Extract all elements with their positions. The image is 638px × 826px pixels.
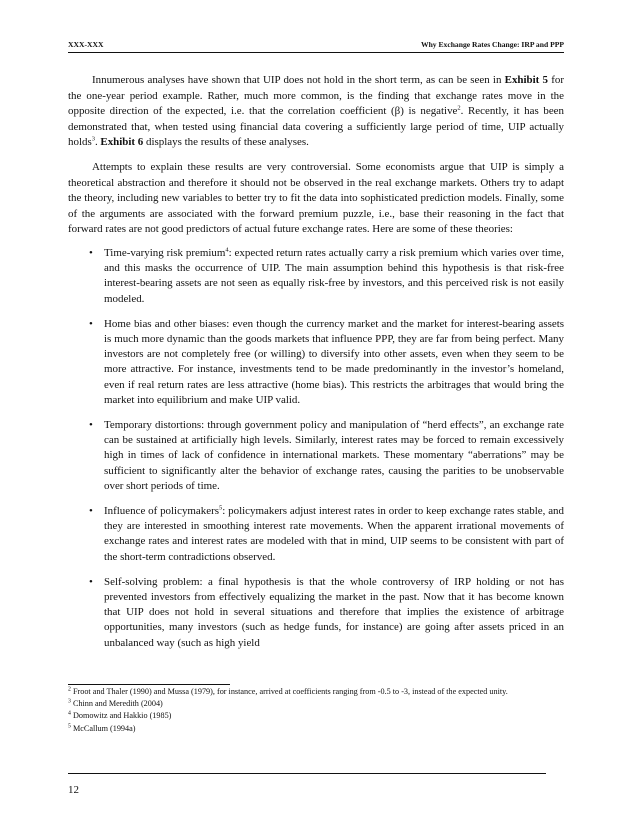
bullet-icon: • <box>89 418 93 431</box>
bullet-icon: • <box>89 575 93 588</box>
paragraph-theories-intro: Attempts to explain these results are very controversial. Some economists argue that UIP is simply a theoretical abstraction and therefore it should not be observed in the real exchange markets. Others try to adapt the theory, including new variables to better try to fit the data into sophisticated prediction models. Finally, some of the arguments are associated with the forward premium puzzle, i.e., base their reasoning in the fact that forward rates are not good predictors of actual future exchange rates. Here are some of these theories: <box>68 160 564 236</box>
running-header <box>68 36 564 52</box>
page-number: 12 <box>68 784 79 796</box>
bullet-icon: • <box>89 504 93 517</box>
footnote-ref-2: 2 <box>457 104 461 112</box>
footnote-rule <box>68 684 230 685</box>
footnote-ref-3: 3 <box>91 135 95 143</box>
footnote-2: $^2$ Froot and Thaler (1990) and Mussa (1979), for instance, arrived at coefficients ranging from -0.5 to -3, instead of the expected unity. <box>68 686 508 696</box>
footnote-3: $^3$ Chinn and Meredith (2004) <box>68 698 163 709</box>
theories-list <box>68 246 564 651</box>
bullet-icon: • <box>89 317 93 330</box>
list-item: • Influence of policymakers$^5$: policymakers adjust interest rates in order to keep exchange rates stable, and they are interested in smoothing interest rate movements. When the apparent irrational movements of exchange rates and interest rates are modeled with that in mind, UIP seems to be consistent with part of the short-term contradictions observed. <box>89 504 564 563</box>
header-rule <box>68 52 564 53</box>
footer-rule <box>68 773 546 774</box>
footnote-ref-4: 4 <box>225 246 229 254</box>
list-item: • Time-varying risk premium$^4$: expected return rates actually carry a risk premium which varies over time, and this masks the occurrence of UIP. The main assumption behind this hypothesis is that risk-free interest-bearing assets are not seen as equally risk-free by investors, and this perceived risk is not easily modeled. <box>89 246 564 305</box>
footnote-4: $^4$ Domowitz and Hakkio (1985) <box>68 710 172 721</box>
exhibit-5-reference: Exhibit 5 <box>504 74 548 86</box>
list-item: • Temporary distortions: through government policy and manipulation of “herd effects”, an exchange rate can be sustained at artificially high levels. Similarly, interest rates may be forced to remain excessively high in times of lack of confidence in international markets. These momentary “aberrations” may be sufficient to significantly alter the behavior of exchange rates, causing the parities to be unobservable over short periods of time. <box>89 418 564 492</box>
body-text <box>68 73 564 661</box>
header-title: Why Exchange Rates Change: IRP and PPP <box>420 40 564 49</box>
footnote-ref-5: 5 <box>219 504 223 512</box>
footnotes <box>68 686 564 735</box>
header-code: XXX-XXX <box>68 40 104 49</box>
paragraph-uip-evidence: Innumerous analyses have shown that UIP does not hold in the short term, as can be seen in Exhibit 5 for the one-year period example. Rather, much more common, is the finding that exchange rates move in the opposite direction of the expected, i.e. that the correlation coefficient (β) is negative$^2$. Recently, it has been demonstrated that, when tested using financial data covering a sufficiently large period of time, UIP actually holds$^3$. Exhibit 6 displays the results of these analyses. <box>68 74 564 149</box>
exhibit-6-reference: Exhibit 6 <box>100 136 144 149</box>
list-item: • Home bias and other biases: even though the currency market and the market for interest-bearing assets is much more dynamic than the goods markets that influence PPP, they are far from being perfect. Many investors are not completely free (or willing) to diversify into other assets, even when they seem to be more attractive. For instance, investments tend to be made predominantly in the investor’s homeland, even if real return rates are less attractive (home bias). This restricts the arbitrages that would bring the market into equilibrium and make UIP valid. <box>89 317 564 406</box>
footnote-5: $^5$ McCallum (1994a) <box>68 722 136 733</box>
list-item: • Self-solving problem: a final hypothesis is that the whole controversy of IRP holding or not has prevented investors from effectively equalizing the market in the past. Now that it has become known that UIP does not hold in several situations and therefore that implies the existence of arbitrage opportunities, many investors (such as hedge funds, for instance) are going after assets priced in an unbalanced way (such as high yield <box>89 575 564 649</box>
bullet-icon: • <box>89 246 93 259</box>
